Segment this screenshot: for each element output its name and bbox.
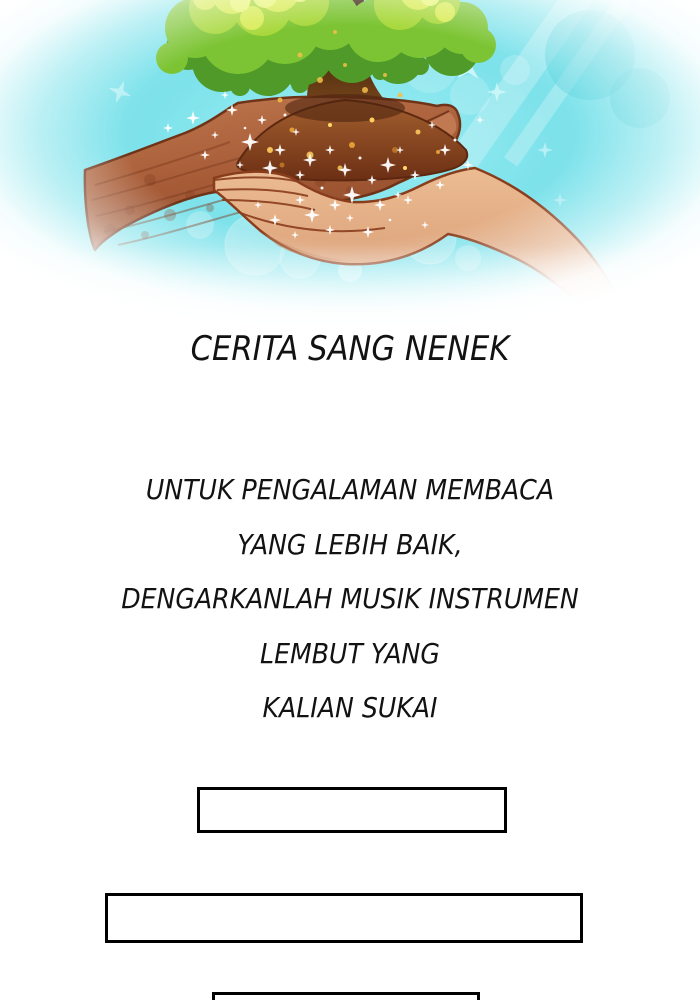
note-line: YANG LEBIH BAIK, (237, 527, 463, 561)
note-line: KALIAN SUKAI (262, 691, 438, 724)
empty-panel-box-3 (212, 992, 480, 1000)
note-line: DENGARKANLAH MUSIK INSTRUMEN (121, 582, 579, 615)
page-title: CERITA SANG NENEK (190, 329, 510, 369)
note-line: UNTUK PENGALAMAN MEMBACA (145, 473, 555, 506)
hands-tree-illustration (0, 0, 700, 332)
reader-note (35, 463, 665, 736)
note-line: LEMBUT YANG (260, 636, 440, 670)
empty-panel-box-1 (197, 787, 507, 833)
bottom-fade (0, 245, 700, 332)
empty-panel-box-2 (105, 893, 583, 943)
